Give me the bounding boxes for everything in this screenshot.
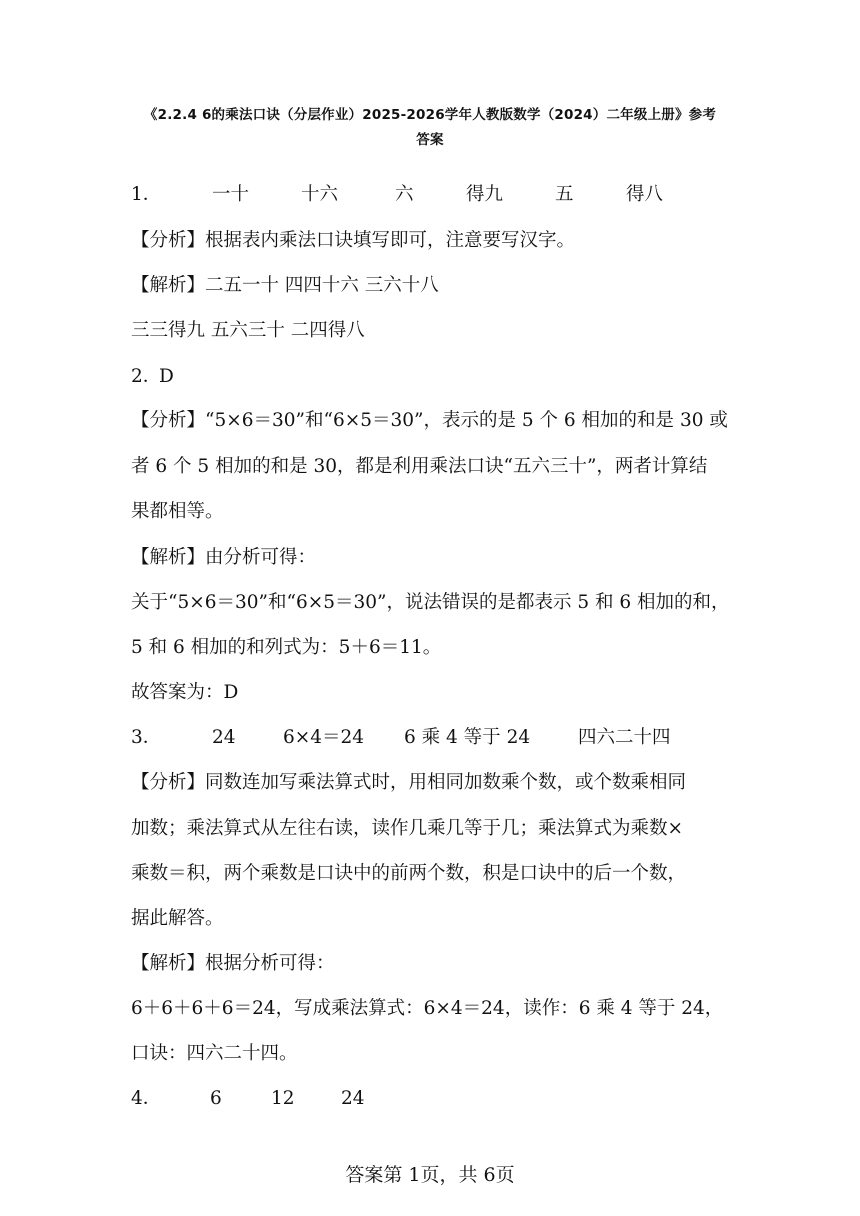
analysis-text: 据此解答。 [131, 908, 224, 929]
answer-blank: 6 [210, 1088, 222, 1109]
solution-text: 【解析】二五一十 四四十六 三六十八 [131, 275, 439, 296]
answer-blank: 24 [212, 727, 236, 748]
answer-blank: 12 [271, 1088, 295, 1109]
analysis-text: 【分析】根据表内乘法口诀填写即可，注意要写汉字。 [131, 230, 576, 251]
answer-blank: 24 [341, 1088, 365, 1109]
answer-blank: 6 乘 4 等于 24 [404, 727, 531, 748]
answer-blank: 五 [555, 184, 574, 205]
answer-blank: 一十 [212, 184, 250, 205]
answer-blank: 得九 [466, 184, 504, 205]
solution-text: 关于“5×6＝30”和“6×5＝30”，说法错误的是都表示 5 和 6 相加的和， [131, 592, 730, 613]
title-line-1: 《2.2.4 6的乘法口诀（分层作业）2025-2026学年人教版数学（2024）二年级上册》参考 [143, 107, 717, 123]
question-number: 4． [131, 1088, 162, 1109]
answer-blank: 6×4＝24 [283, 727, 365, 748]
conclusion-text: 故答案为：D [131, 682, 239, 703]
solution-heading: 【解析】由分析可得： [131, 547, 317, 568]
answer-choice: D [159, 366, 174, 387]
analysis-text: 【分析】同数连加写乘法算式时，用相同加数乘个数，或个数乘相同 [131, 772, 687, 793]
analysis-text: 加数；乘法算式从左往右读，读作几乘几等于几；乘法算式为乘数× [131, 818, 684, 839]
answer-blank: 四六二十四 [578, 727, 671, 748]
question-number: 1． [131, 184, 162, 205]
question-number: 2． [131, 366, 162, 387]
document-title [100, 103, 760, 153]
analysis-text: 果都相等。 [131, 501, 224, 522]
analysis-text: 者 6 个 5 相加的和是 30，都是利用乘法口诀“五六三十”，两者计算结 [131, 456, 708, 477]
solution-text: 三三得九 五六三十 二四得八 [131, 320, 365, 341]
answer-blank: 十六 [301, 184, 339, 205]
analysis-text: 乘数＝积，两个乘数是口诀中的前两个数，积是口诀中的后一个数， [131, 863, 687, 884]
question-number: 3． [131, 727, 162, 748]
solution-text: 口诀：四六二十四。 [131, 1043, 298, 1064]
page-footer: 答案第 1页，共 6页 [345, 1164, 515, 1186]
solution-heading: 【解析】根据分析可得： [131, 953, 335, 974]
analysis-text: 【分析】“5×6＝30”和“6×5＝30”，表示的是 5 个 6 相加的和是 30 或 [131, 410, 728, 431]
title-line-2: 答案 [416, 132, 444, 148]
solution-text: 6＋6＋6＋6＝24，写成乘法算式：6×4＝24，读作：6 乘 4 等于 24， [131, 998, 724, 1019]
answer-blank: 六 [395, 184, 414, 205]
solution-text: 5 和 6 相加的和列式为：5＋6＝11。 [131, 637, 442, 658]
answer-blank: 得八 [626, 184, 664, 205]
